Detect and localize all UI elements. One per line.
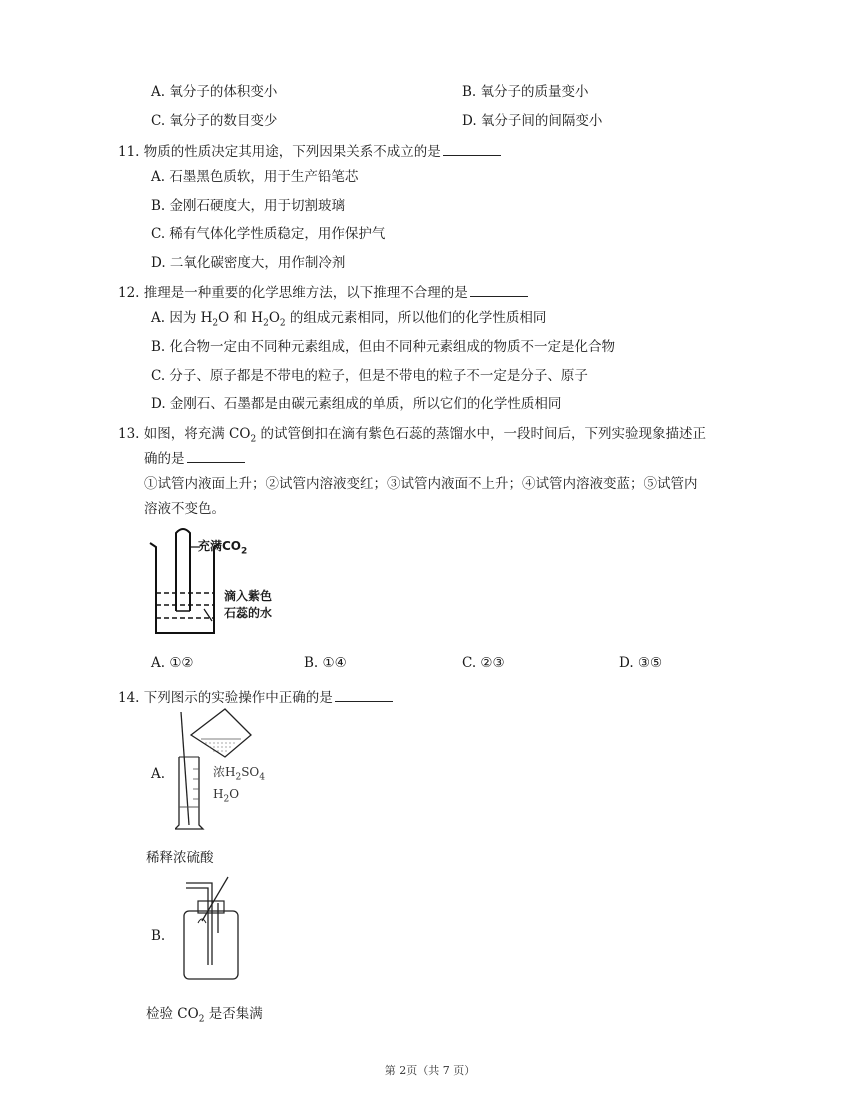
- answer-blank: [335, 700, 393, 702]
- q11-option-b: B. 金刚石硬度大，用于切割玻璃: [151, 198, 346, 214]
- q11-option-a: A. 石墨黑色质软，用于生产铅笔芯: [151, 169, 359, 185]
- q10-option-c: C. 氧分子的数目变少: [151, 113, 278, 129]
- q14-option-b-caption: 检验 $CO_2$ 是否集满: [146, 1006, 263, 1025]
- q14-dilution-figure: [175, 707, 285, 832]
- q12-option-d: D. 金刚石、石墨都是由碳元素组成的单质，所以它们的化学性质相同: [151, 396, 562, 412]
- q13-option-d: D. ③⑤: [619, 655, 663, 671]
- q10-option-b: B. 氧分子的质量变小: [462, 84, 589, 100]
- answer-blank: [470, 295, 528, 297]
- q13-stem: 13. 如图，将充满 $CO_2$ 的试管倒扣在滴有紫色石蕊的蒸馏水中，一段时间后，下列实验现象描述正: [118, 426, 706, 445]
- page-footer: 第 2页（共 7 页）: [384, 1064, 476, 1077]
- q11-stem: 11. 物质的性质决定其用途，下列因果关系不成立的是: [118, 140, 501, 160]
- q14-stem: 14. 下列图示的实验操作中正确的是: [118, 686, 393, 706]
- q13-beaker-figure: [146, 525, 281, 640]
- q13-option-c: C. ②③: [462, 655, 505, 671]
- q13-option-a: A. ①②: [151, 655, 194, 671]
- q12-option-c: C. 分子、原子都是不带电的粒子，但是不带电的粒子不一定是分子、原子: [151, 368, 588, 384]
- q13-desc-line2: 溶液不变色。: [144, 501, 225, 517]
- q13-stem-line2: 确的是: [144, 447, 245, 467]
- q13-option-b: B. ①④: [304, 655, 347, 671]
- q14-option-a-caption: 稀释浓硫酸: [146, 850, 214, 866]
- q14-gas-bottle-figure: [178, 873, 248, 983]
- answer-blank: [443, 154, 501, 156]
- q10-option-a: A. 氧分子的体积变小: [151, 84, 278, 100]
- q14-option-a-letter: A.: [151, 766, 166, 782]
- q12-option-a: A. 因为 $H_2O$ 和 $H_2O_2$ 的组成元素相同，所以他们的化学性质相同: [151, 310, 547, 329]
- answer-blank: [187, 461, 245, 463]
- fig-label-co2: 充满$CO_2$: [198, 539, 248, 557]
- q11-option-c: C. 稀有气体化学性质稳定，用作保护气: [151, 226, 386, 242]
- fig-label-conc-acid: 浓$H_2SO_4$: [213, 765, 265, 783]
- q12-option-b: B. 化合物一定由不同种元素组成，但由不同种元素组成的物质不一定是化合物: [151, 339, 616, 355]
- fig-label-water: $H_2O$: [213, 787, 240, 805]
- q13-desc-line1: ①试管内液面上升；②试管内溶液变红；③试管内液面不上升；④试管内溶液变蓝；⑤试管内: [144, 476, 698, 492]
- fig-label-drop: 滴入紫色: [224, 589, 273, 603]
- fig-label-water: 石蕊的水: [224, 606, 273, 620]
- q11-option-d: D. 二氧化碳密度大，用作制冷剂: [151, 255, 346, 271]
- q12-stem: 12. 推理是一种重要的化学思维方法，以下推理不合理的是: [118, 281, 528, 301]
- q14-option-b-letter: B.: [151, 928, 166, 944]
- q10-option-d: D. 氧分子间的间隔变小: [462, 113, 603, 129]
